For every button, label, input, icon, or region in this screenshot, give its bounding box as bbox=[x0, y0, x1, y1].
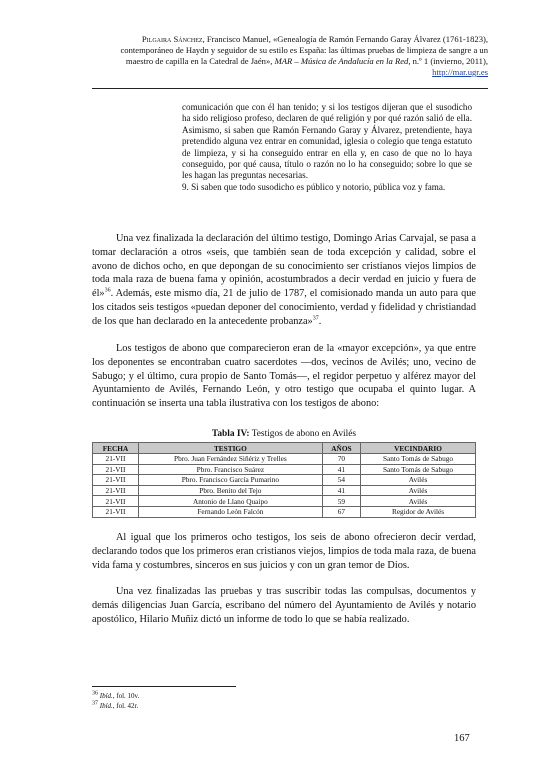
column-header: AÑOS bbox=[322, 443, 360, 454]
header-divider bbox=[92, 88, 488, 89]
footnote-ibid: Ibíd. bbox=[99, 702, 113, 710]
paragraph-text: . bbox=[318, 315, 322, 327]
table-cell: Pbro. Francisco Suárez bbox=[138, 464, 322, 475]
table-cell: 54 bbox=[322, 475, 360, 486]
table-cell: Avilés bbox=[361, 496, 476, 507]
footnote-ref[interactable]: 36 bbox=[104, 287, 111, 294]
table-row bbox=[93, 454, 476, 465]
table-row bbox=[93, 506, 476, 517]
footnote bbox=[92, 701, 139, 711]
table-row bbox=[93, 496, 476, 507]
table-cell: Pbro. Juan Fernández Siñériz y Trelles bbox=[138, 454, 322, 465]
table-row bbox=[93, 464, 476, 475]
footnote-number: 37 bbox=[92, 700, 98, 707]
paragraph-text: Una vez finalizadas las pruebas y tras suscribir todas las compulsas, documentos y demás diligencias Juan García, escribano del número del Ayuntamiento de Avilés y notario apostólico, Hilario Muñiz dictó un informe de todo lo que se había realizado. bbox=[92, 586, 476, 625]
table-cell: 21-VII bbox=[93, 454, 139, 465]
table-cell: 21-VII bbox=[93, 485, 139, 496]
table-cell: 21-VII bbox=[93, 464, 139, 475]
paragraph-3 bbox=[92, 531, 476, 572]
table-cell: Fernando León Falcón bbox=[138, 506, 322, 517]
table-cell: Santo Tomás de Sabugo bbox=[361, 464, 476, 475]
page-number: 167 bbox=[454, 733, 470, 744]
table-caption bbox=[92, 429, 476, 439]
footnote-text: , fol. 42r. bbox=[112, 702, 139, 710]
footnote bbox=[92, 691, 139, 701]
table-cell: Pbro. Francisco García Pumarino bbox=[138, 475, 322, 486]
table-cell: 21-VII bbox=[93, 506, 139, 517]
paragraph-text: Los testigos de abono que comparecieron eran de la «mayor excepción», ya que entre los deponentes se encontraban cuatro sacerdotes —dos, vecinos de Avilés; uno, vecino de Sabugo; y el último, cura propio de Santo Tomás—, el regidor perpetuo y alférez mayor del Ayuntamiento de Avilés, Fernando León, y otro testigo que ocupaba el quinto lugar. A continuación se inserta una tabla ilustrativa con los testigos de abono: bbox=[92, 343, 476, 410]
table-row bbox=[93, 485, 476, 496]
table-caption-text: Testigos de abono en Avilés bbox=[249, 429, 357, 439]
block-quote bbox=[182, 102, 472, 193]
table-header-row bbox=[93, 443, 476, 454]
table-cell: 70 bbox=[322, 454, 360, 465]
footnote-ref[interactable]: 37 bbox=[312, 315, 319, 322]
header-url-link[interactable]: http://mar.ugr.es bbox=[432, 67, 488, 77]
witness-table bbox=[92, 442, 476, 518]
footnote-number: 36 bbox=[92, 690, 98, 697]
running-header bbox=[92, 34, 488, 78]
table-cell: Antonio de Llano Quaipo bbox=[138, 496, 322, 507]
footnote-ibid: Ibíd. bbox=[99, 692, 113, 700]
column-header: FECHA bbox=[93, 443, 139, 454]
table-cell: 21-VII bbox=[93, 475, 139, 486]
table-cell: 59 bbox=[322, 496, 360, 507]
table-cell: Pbro. Benito del Tejo bbox=[138, 485, 322, 496]
header-issue: , n.º 1 (invierno, 2011), bbox=[408, 56, 488, 66]
footnote-text: , fol. 10v. bbox=[112, 692, 140, 700]
header-citation: Francisco Manuel, «Genealogía de Ramón Fernando Garay Álvarez (1761-1823), contemporáneo de Haydn y seguidor de su estilo es España: las últimas pruebas de limpieza de sangre a un maestro de capilla en la Catedral de Jaén», bbox=[120, 34, 488, 66]
footnotes bbox=[92, 691, 139, 711]
paragraph-1 bbox=[92, 232, 476, 329]
footnote-divider bbox=[92, 686, 236, 687]
quote-paragraph: 9. Si saben que todo susodicho es público y notorio, pública voz y fama. bbox=[182, 181, 446, 192]
table-cell: Santo Tomás de Sabugo bbox=[361, 454, 476, 465]
paragraph-2 bbox=[92, 342, 476, 411]
table-cell: 41 bbox=[322, 464, 360, 475]
column-header: VECINDARIO bbox=[361, 443, 476, 454]
quote-paragraph: comunicación que con él han tenido; y si los testigos dijeran que el susodicho ha sido religioso profeso, declaren de qué religión y por qué razón salió de ella. Asimismo, si saben que Ramón Fernando Garay y Álvarez, pretendiente, haya pretendido alguna vez entrar en comunidad, iglesia o colegio que tenga estatuto de limpieza, y si ha conseguido entrar en ella y, en caso de que no lo haya conseguido, por qué causa, título o razón no lo ha conseguido; sobre lo que se les hagan las preguntas necesarias. bbox=[182, 102, 472, 181]
table-cell: Avilés bbox=[361, 475, 476, 486]
table-caption-label: Tabla IV: bbox=[211, 429, 250, 439]
table-cell: 21-VII bbox=[93, 496, 139, 507]
paragraph-text: . Además, este mismo día, 21 de julio de 1787, el comisionado manda un auto para que los citados seis testigos «puedan deponer del conocimiento, verdad y fidelidad y christiandad de los que han declarado en la antecedente probanza» bbox=[92, 288, 476, 327]
header-authors: Pilgaira Sánchez, bbox=[141, 34, 205, 44]
header-journal: MAR – Música de Andalucía en la Red bbox=[274, 56, 409, 66]
table-cell: 67 bbox=[322, 506, 360, 517]
paragraph-text: Al igual que los primeros ocho testigos, los seis de abono ofrecieron decir verdad, declarando todos que los primeros eran cristianos viejos, limpios de toda mala raza, de buena vida fama y costumbres, sinceros en sus juicios y con un gran temor de Dios. bbox=[92, 532, 476, 571]
table-row bbox=[93, 475, 476, 486]
table-cell: 41 bbox=[322, 485, 360, 496]
table-cell: Regidor de Avilés bbox=[361, 506, 476, 517]
paragraph-4 bbox=[92, 585, 476, 626]
column-header: TESTIGO bbox=[138, 443, 322, 454]
table-cell: Avilés bbox=[361, 485, 476, 496]
paragraph-text: Una vez finalizada la declaración del último testigo, Domingo Arias Carvajal, se pasa a tomar declaración a otros «seis, que también sean de toda excepción y calidad, sobre el avono de dichos ocho, en que depongan de su conocimiento ser cristianos viejos limpios de toda mala raza de buena fama y opinión, acostumbrados a decir verdad en juicio y fuera de él» bbox=[92, 233, 476, 300]
